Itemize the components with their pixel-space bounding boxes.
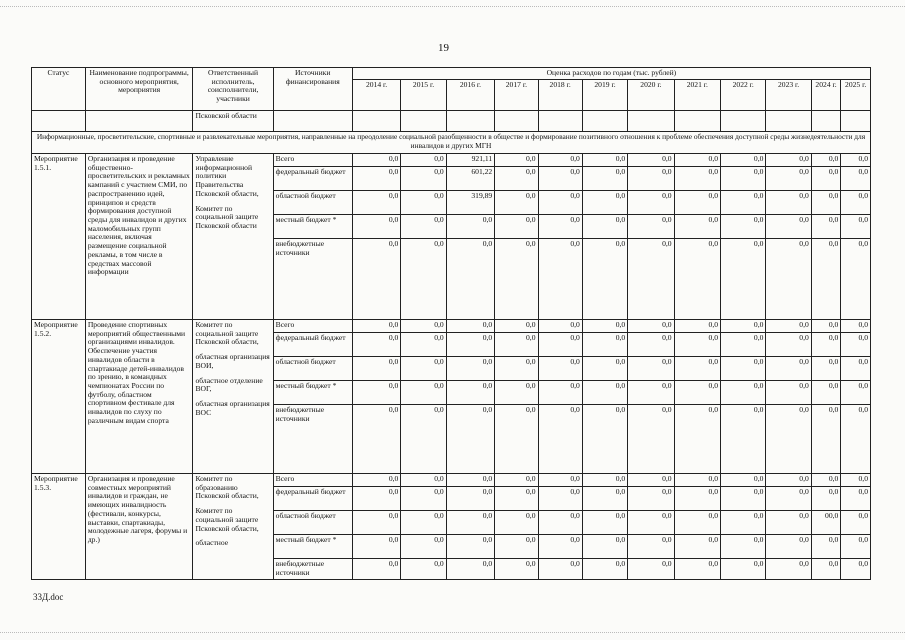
amount-cell: 0,0 <box>446 405 495 474</box>
amount-cell: 0,0 <box>628 320 674 333</box>
amount-cell: 0,0 <box>495 239 538 320</box>
amount-cell: 0,0 <box>495 487 538 511</box>
header-name: Наименование подпрограммы, основного мероприятия, мероприятия <box>85 68 193 111</box>
funding-source: местный бюджет * <box>273 535 352 559</box>
amount-cell: 0,0 <box>538 167 582 191</box>
amount-cell: 0,0 <box>401 239 446 320</box>
amount-cell: 0,0 <box>352 154 401 167</box>
event-responsible <box>193 320 273 474</box>
amount-cell: 0,0 <box>401 191 446 215</box>
amount-cell: 0,0 <box>841 559 871 580</box>
amount-cell: 0,0 <box>352 167 401 191</box>
amount-cell: 0,0 <box>628 381 674 405</box>
header-sources: Источники финансирования <box>273 68 352 111</box>
amount-cell: 0,0 <box>538 487 582 511</box>
amount-cell: 0,0 <box>582 535 627 559</box>
amount-cell: 0,0 <box>766 357 811 381</box>
amount-cell: 0,0 <box>766 511 811 535</box>
amount-cell: 0,0 <box>811 167 841 191</box>
amount-cell: 0,0 <box>811 215 841 239</box>
year-header: 2015 г. <box>401 80 446 111</box>
year-header: 2017 г. <box>495 80 538 111</box>
amount-cell: 0,0 <box>721 167 766 191</box>
amount-cell: 0,0 <box>841 167 871 191</box>
amount-cell: 0,0 <box>841 215 871 239</box>
amount-cell: 0,0 <box>582 167 627 191</box>
amount-cell: 00,0 <box>811 511 841 535</box>
amount-cell: 0,0 <box>721 559 766 580</box>
amount-cell: 0,0 <box>352 405 401 474</box>
amount-cell: 0,0 <box>841 191 871 215</box>
empty-cell <box>674 111 720 132</box>
amount-cell: 0,0 <box>401 333 446 357</box>
amount-cell: 0,0 <box>841 405 871 474</box>
year-header: 2019 г. <box>582 80 627 111</box>
event-name: Проведение спортивных мероприятий общественными организациями инвалидов. Обеспечение участия инвалидов области в спартакиаде детей-инвалидов по зрению, в командных чемпионатах России по футболу, областном спортивном фестивале для инвалидов по слуху по различным видам спорта <box>85 320 193 474</box>
empty-cell <box>85 111 193 132</box>
amount-cell: 0,0 <box>446 239 495 320</box>
amount-cell: 0,0 <box>811 559 841 580</box>
funding-source: областной бюджет <box>273 511 352 535</box>
page-number: 19 <box>438 42 449 54</box>
amount-cell: 0,0 <box>811 474 841 487</box>
amount-cell: 0,0 <box>841 474 871 487</box>
amount-cell: 0,0 <box>582 511 627 535</box>
amount-cell: 0,0 <box>766 535 811 559</box>
header-status: Статус <box>32 68 86 111</box>
amount-cell: 0,0 <box>674 239 720 320</box>
funding-source: федеральный бюджет <box>273 167 352 191</box>
amount-cell: 0,0 <box>582 487 627 511</box>
event-responsible <box>193 154 273 320</box>
amount-cell: 0,0 <box>766 239 811 320</box>
amount-cell: 0,0 <box>352 333 401 357</box>
amount-cell: 0,0 <box>721 405 766 474</box>
funding-source: местный бюджет * <box>273 215 352 239</box>
funding-source: внебюджетные источники <box>273 405 352 474</box>
amount-cell: 0,0 <box>841 511 871 535</box>
year-header: 2016 г. <box>446 80 495 111</box>
empty-cell <box>352 111 401 132</box>
amount-cell: 0,0 <box>674 535 720 559</box>
year-header: 2014 г. <box>352 80 401 111</box>
amount-cell: 0,0 <box>538 559 582 580</box>
funding-source: Всего <box>273 154 352 167</box>
amount-cell: 0,0 <box>495 474 538 487</box>
event-name: Организация и проведение совместных мероприятий инвалидов и граждан, не имеющих инвалидность (фестивали, конкурсы, выставки, спартакиады, молодежные лагеря, форумы и др.) <box>85 474 193 580</box>
amount-cell: 0,0 <box>841 320 871 333</box>
amount-cell: 0,0 <box>841 357 871 381</box>
amount-cell: 0,0 <box>721 333 766 357</box>
funding-source: внебюджетные источники <box>273 239 352 320</box>
responsible-party: областная организация ВОИ, <box>195 352 270 370</box>
amount-cell: 0,0 <box>674 405 720 474</box>
amount-cell: 0,0 <box>582 239 627 320</box>
header-row <box>32 68 871 80</box>
amount-cell: 0,0 <box>674 191 720 215</box>
amount-cell: 0,0 <box>446 320 495 333</box>
amount-cell: 0,0 <box>582 405 627 474</box>
amount-cell: 0,0 <box>628 154 674 167</box>
amount-cell: 0,0 <box>582 333 627 357</box>
amount-cell: 0,0 <box>582 357 627 381</box>
amount-cell: 0,0 <box>674 381 720 405</box>
amount-cell: 0,0 <box>766 381 811 405</box>
header-cost-title: Оценка расходов по годам (тыс. рублей) <box>352 68 870 80</box>
amount-cell: 0,0 <box>582 474 627 487</box>
responsible-party: областное отделение ВОГ, <box>195 375 263 394</box>
amount-cell: 0,0 <box>352 381 401 405</box>
amount-cell: 0,0 <box>446 474 495 487</box>
amount-cell: 0,0 <box>628 535 674 559</box>
amount-cell: 0,0 <box>446 357 495 381</box>
amount-cell: 0,0 <box>811 320 841 333</box>
funding-source: внебюджетные источники <box>273 559 352 580</box>
amount-cell: 0,0 <box>674 167 720 191</box>
amount-cell: 0,0 <box>538 511 582 535</box>
amount-cell: 0,0 <box>628 333 674 357</box>
amount-cell: 0,0 <box>674 215 720 239</box>
responsible-party: Комитет по образованию Псковской области, <box>195 474 259 501</box>
amount-cell: 0,0 <box>628 191 674 215</box>
amount-cell: 0,0 <box>582 559 627 580</box>
amount-cell: 0,0 <box>766 333 811 357</box>
empty-cell <box>811 111 841 132</box>
empty-cell <box>628 111 674 132</box>
event-name: Организация и проведение общественно-просветительских и рекламных кампаний с участием СМИ, по распространению идей, принципов и средств формирования доступной среды для инвалидов и других маломобильных групп населения, включая размещение социальной рекламы, в том числе в средствах массовой информации <box>85 154 193 320</box>
amount-cell: 0,0 <box>446 381 495 405</box>
amount-cell: 0,0 <box>495 333 538 357</box>
empty-cell <box>401 111 446 132</box>
amount-cell: 0,0 <box>538 320 582 333</box>
amount-cell: 0,0 <box>538 239 582 320</box>
amount-cell: 0,0 <box>352 320 401 333</box>
event-status: Мероприятие 1.5.3. <box>32 474 86 580</box>
amount-cell: 0,0 <box>538 333 582 357</box>
amount-cell: 0,0 <box>721 154 766 167</box>
funding-row <box>32 474 871 487</box>
amount-cell: 0,0 <box>674 474 720 487</box>
amount-cell: 0,0 <box>352 487 401 511</box>
empty-cell <box>538 111 582 132</box>
amount-cell: 0,0 <box>674 333 720 357</box>
amount-cell: 0,0 <box>446 215 495 239</box>
amount-cell: 0,0 <box>841 239 871 320</box>
footer-filename: 33Д.doc <box>33 592 64 602</box>
amount-cell: 0,0 <box>446 511 495 535</box>
amount-cell: 0,0 <box>721 474 766 487</box>
amount-cell: 0,0 <box>401 559 446 580</box>
amount-cell: 0,0 <box>538 357 582 381</box>
amount-cell: 0,0 <box>401 357 446 381</box>
year-header: 2018 г. <box>538 80 582 111</box>
amount-cell: 0,0 <box>401 535 446 559</box>
amount-cell: 0,0 <box>495 167 538 191</box>
scan-noise-bottom <box>0 632 905 634</box>
empty-cell <box>446 111 495 132</box>
amount-cell: 0,0 <box>538 405 582 474</box>
responsible-party: Комитет по социальной защите Псковской области, <box>195 320 259 347</box>
amount-cell: 0,0 <box>352 559 401 580</box>
amount-cell: 0,0 <box>721 239 766 320</box>
amount-cell: 0,0 <box>538 154 582 167</box>
responsible-party: областная организация ВОС <box>195 399 270 417</box>
amount-cell: 0,0 <box>628 357 674 381</box>
amount-cell: 0,0 <box>446 333 495 357</box>
expenditure-table <box>31 67 871 580</box>
amount-cell: 0,0 <box>674 320 720 333</box>
responsible-party: Комитет по социальной защите Псковской области, <box>195 506 259 533</box>
amount-cell: 0,0 <box>538 381 582 405</box>
amount-cell: 0,0 <box>352 535 401 559</box>
carryover-row <box>32 111 871 132</box>
amount-cell: 0,0 <box>628 474 674 487</box>
amount-cell: 0,0 <box>538 474 582 487</box>
amount-cell: 0,0 <box>766 320 811 333</box>
amount-cell: 0,0 <box>766 167 811 191</box>
carryover-text: Псковской области <box>193 111 273 132</box>
empty-cell <box>32 111 86 132</box>
amount-cell: 0,0 <box>538 215 582 239</box>
amount-cell: 0,0 <box>721 487 766 511</box>
amount-cell: 0,0 <box>721 511 766 535</box>
year-header: 2023 г. <box>766 80 811 111</box>
amount-cell: 0,0 <box>721 535 766 559</box>
amount-cell: 0,0 <box>352 511 401 535</box>
responsible-party: Управление информационной политики Правительства Псковской области, <box>195 154 259 198</box>
amount-cell: 0,0 <box>721 320 766 333</box>
funding-source: областной бюджет <box>273 357 352 381</box>
responsible-party: Комитет по социальной защите Псковской области <box>195 203 259 231</box>
amount-cell: 0,0 <box>495 405 538 474</box>
funding-source: федеральный бюджет <box>273 487 352 511</box>
amount-cell: 0,0 <box>446 535 495 559</box>
year-header: 2024 г. <box>811 80 841 111</box>
amount-cell: 0,0 <box>721 381 766 405</box>
amount-cell: 921,11 <box>446 154 495 167</box>
year-header: 2020 г. <box>628 80 674 111</box>
amount-cell: 0,0 <box>495 559 538 580</box>
amount-cell: 0,0 <box>401 215 446 239</box>
amount-cell: 0,0 <box>811 405 841 474</box>
header-responsible: Ответственный исполнитель, соисполнители, участники <box>193 68 273 111</box>
amount-cell: 0,0 <box>352 474 401 487</box>
amount-cell: 0,0 <box>674 487 720 511</box>
amount-cell: 0,0 <box>674 559 720 580</box>
amount-cell: 0,0 <box>401 405 446 474</box>
amount-cell: 0,0 <box>766 487 811 511</box>
empty-cell <box>273 111 352 132</box>
amount-cell: 0,0 <box>811 191 841 215</box>
amount-cell: 319,89 <box>446 191 495 215</box>
amount-cell: 0,0 <box>582 381 627 405</box>
amount-cell: 0,0 <box>582 320 627 333</box>
amount-cell: 0,0 <box>352 215 401 239</box>
empty-cell <box>582 111 627 132</box>
amount-cell: 0,0 <box>401 320 446 333</box>
section-title: Информационные, просветительские, спортивные и развлекательные мероприятия, направленные на преодоление социальной разобщенности в обществе и формирование позитивного отношения к проблеме обеспечения доступной среды жизнедеятельности для инвалидов и других МГН <box>32 132 871 154</box>
amount-cell: 0,0 <box>674 357 720 381</box>
amount-cell: 0,0 <box>352 191 401 215</box>
amount-cell: 0,0 <box>538 535 582 559</box>
amount-cell: 0,0 <box>766 154 811 167</box>
amount-cell: 0,0 <box>495 381 538 405</box>
amount-cell: 0,0 <box>582 154 627 167</box>
amount-cell: 0,0 <box>628 215 674 239</box>
amount-cell: 601,22 <box>446 167 495 191</box>
amount-cell: 0,0 <box>841 487 871 511</box>
amount-cell: 0,0 <box>401 474 446 487</box>
amount-cell: 0,0 <box>401 381 446 405</box>
responsible-party: областное <box>195 538 229 548</box>
amount-cell: 0,0 <box>446 559 495 580</box>
amount-cell: 0,0 <box>841 333 871 357</box>
scan-noise-top <box>0 6 905 8</box>
amount-cell: 0,0 <box>628 559 674 580</box>
amount-cell: 0,0 <box>811 239 841 320</box>
amount-cell: 0,0 <box>841 154 871 167</box>
amount-cell: 0,0 <box>628 239 674 320</box>
amount-cell: 0,0 <box>628 487 674 511</box>
funding-source: Всего <box>273 320 352 333</box>
empty-cell <box>721 111 766 132</box>
amount-cell: 0,0 <box>811 333 841 357</box>
amount-cell: 0,0 <box>495 535 538 559</box>
amount-cell: 0,0 <box>401 511 446 535</box>
section-title-row <box>32 132 871 154</box>
amount-cell: 0,0 <box>401 154 446 167</box>
amount-cell: 0,0 <box>766 405 811 474</box>
amount-cell: 0,0 <box>401 487 446 511</box>
amount-cell: 0,0 <box>582 215 627 239</box>
amount-cell: 0,0 <box>628 167 674 191</box>
amount-cell: 0,0 <box>766 474 811 487</box>
amount-cell: 0,0 <box>582 191 627 215</box>
amount-cell: 0,0 <box>352 239 401 320</box>
funding-row <box>32 320 871 333</box>
year-header: 2025 г. <box>841 80 871 111</box>
amount-cell: 0,0 <box>766 559 811 580</box>
funding-source: областной бюджет <box>273 191 352 215</box>
amount-cell: 0,0 <box>446 487 495 511</box>
amount-cell: 0,0 <box>495 357 538 381</box>
amount-cell: 0,0 <box>628 511 674 535</box>
amount-cell: 0,0 <box>495 511 538 535</box>
amount-cell: 0,0 <box>811 381 841 405</box>
empty-cell <box>766 111 811 132</box>
funding-source: федеральный бюджет <box>273 333 352 357</box>
amount-cell: 0,0 <box>721 357 766 381</box>
event-status: Мероприятие 1.5.1. <box>32 154 86 320</box>
amount-cell: 0,0 <box>495 320 538 333</box>
amount-cell: 0,0 <box>352 357 401 381</box>
amount-cell: 0,0 <box>495 154 538 167</box>
year-header: 2021 г. <box>674 80 720 111</box>
amount-cell: 0,0 <box>674 154 720 167</box>
funding-row <box>32 154 871 167</box>
year-header: 2022 г. <box>721 80 766 111</box>
funding-source: местный бюджет * <box>273 381 352 405</box>
amount-cell: 0,0 <box>811 154 841 167</box>
amount-cell: 0,0 <box>811 535 841 559</box>
event-responsible <box>193 474 273 580</box>
amount-cell: 0,0 <box>811 487 841 511</box>
amount-cell: 0,0 <box>841 381 871 405</box>
amount-cell: 0,0 <box>811 357 841 381</box>
amount-cell: 0,0 <box>721 215 766 239</box>
amount-cell: 0,0 <box>766 191 811 215</box>
event-status: Мероприятие 1.5.2. <box>32 320 86 474</box>
amount-cell: 0,0 <box>674 511 720 535</box>
empty-cell <box>495 111 538 132</box>
empty-cell <box>841 111 871 132</box>
amount-cell: 0,0 <box>841 535 871 559</box>
amount-cell: 0,0 <box>628 405 674 474</box>
amount-cell: 0,0 <box>495 215 538 239</box>
amount-cell: 0,0 <box>766 215 811 239</box>
amount-cell: 0,0 <box>538 191 582 215</box>
amount-cell: 0,0 <box>721 191 766 215</box>
amount-cell: 0,0 <box>495 191 538 215</box>
amount-cell: 0,0 <box>401 167 446 191</box>
funding-source: Всего <box>273 474 352 487</box>
